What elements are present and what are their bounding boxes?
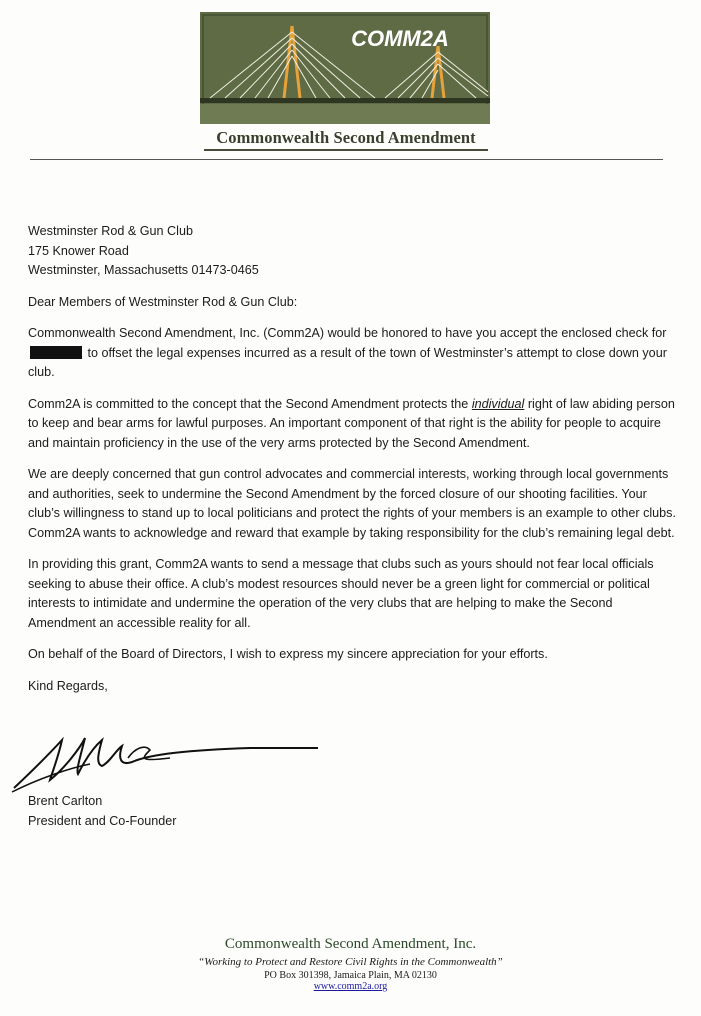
recipient-line-2: 175 Knower Road [28,243,129,258]
letter-body [28,222,678,708]
recipient-line-1: Westminster Rod & Gun Club [28,224,193,238]
p2-emphasis: individual [471,396,525,411]
redacted-amount [30,346,82,359]
footer [0,936,701,992]
header-divider [30,159,663,160]
paragraph-1 [28,324,678,383]
paragraph-5: On behalf of the Board of Directors, I wish to express my sincere appreciation for your efforts. [28,647,548,661]
signer-block [28,792,176,831]
comm2a-bridge-logo [200,12,490,124]
handwritten-signature [10,728,330,798]
letterhead-underline [204,149,488,151]
closing: Kind Regards, [28,678,108,693]
footer-url-link[interactable]: www.comm2a.org [313,981,388,992]
paragraph-2 [28,395,678,454]
p2-before: Comm2A is committed to the concept that the Second Amendment protects the [28,396,469,411]
signer-name: Brent Carlton [28,794,103,808]
p1-after: to offset the legal expenses incurred as a result of the town of Westminster’s attempt to close down your club. [28,345,667,379]
letterhead [200,12,492,151]
footer-tagline: “Working to Protect and Restore Civil Rights in the Commonwealth” [198,956,503,968]
recipient-line-3: Westminster, Massachusetts 01473-0465 [28,263,259,277]
recipient-address [28,222,678,281]
signer-title: President and Co-Founder [28,813,177,828]
paragraph-4: In providing this grant, Comm2A wants to send a message that clubs such as yours should not fear local officials seeking to abuse their office. A club’s modest resources should never be a green light for commercial or political interests to intimidate and undermine the operation of the very clubs that are helping to make the Second Amendment an accessible reality for all. [28,557,654,630]
p1-before: Commonwealth Second Amendment, Inc. (Comm2A) would be honored to have you accept the enclosed check for [28,326,667,340]
letterhead-org-name: Commonwealth Second Amendment [216,128,476,147]
footer-org: Commonwealth Second Amendment, Inc. [224,936,477,952]
logo-text: COMM2A [351,26,449,51]
footer-address: PO Box 301398, Jamaica Plain, MA 02130 [264,970,437,981]
salutation: Dear Members of Westminster Rod & Gun Club: [28,294,298,309]
paragraph-3: We are deeply concerned that gun control advocates and commercial interests, working through local governments and authorities, seek to undermine the Second Amendment by the forced closure of our shooting facilities. Your club’s willingness to stand up to local politicians and protect the rights of your members is an example to other clubs. Comm2A wants to acknowledge and reward that example by taking responsibility for the club’s remaining legal debt. [28,467,676,540]
p2-after: right of law abiding person to keep and bear arms for lawful purposes. An important component of that right is the ability for people to acquire and maintain proficiency in the use of the very arms protected by the Second Amendment. [28,396,675,450]
